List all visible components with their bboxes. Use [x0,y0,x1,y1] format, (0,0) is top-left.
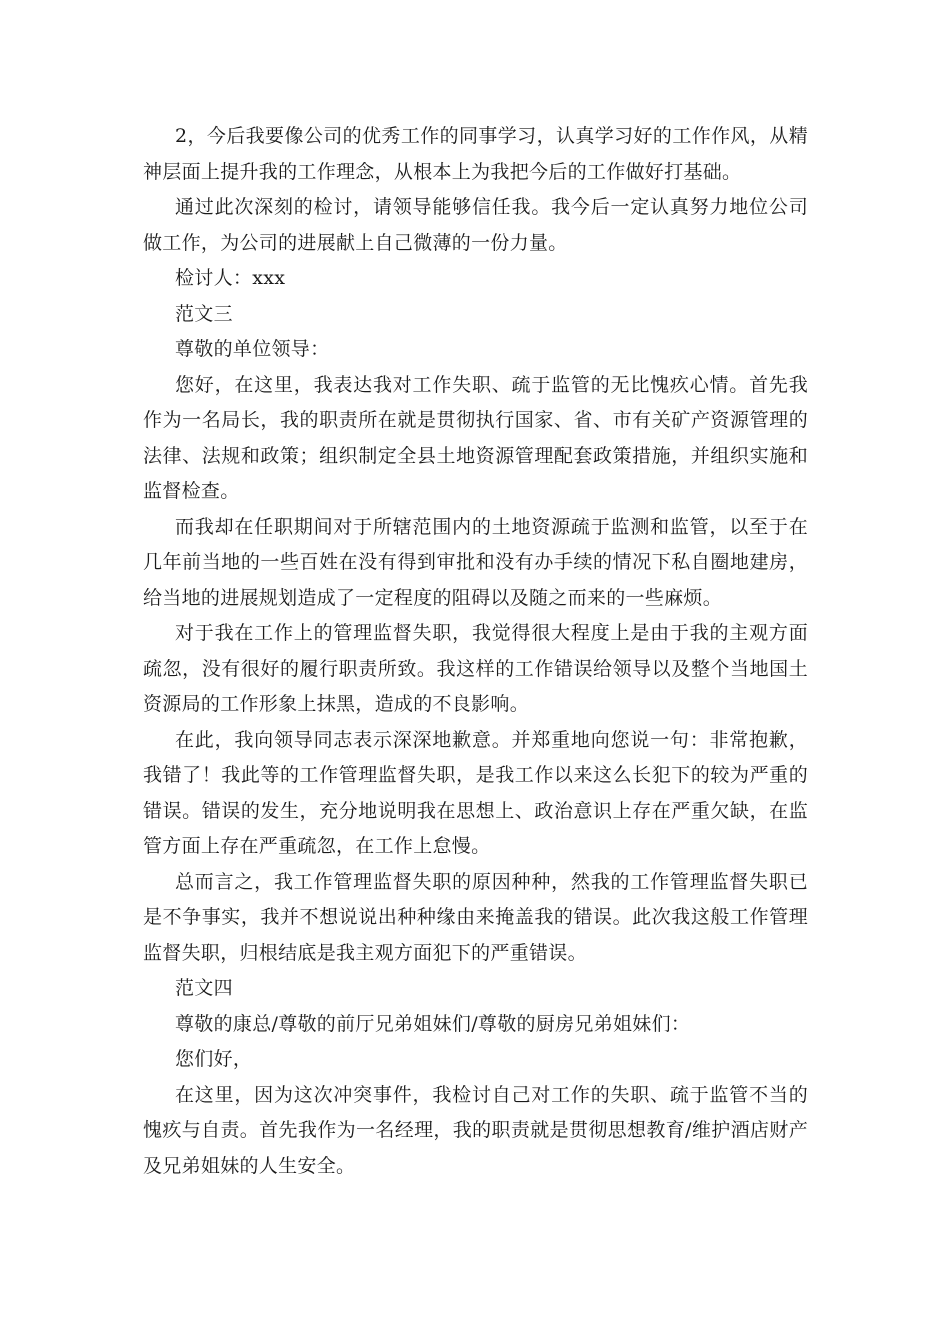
paragraph-sample-3-apology: 在此，我向领导同志表示深深地歉意。并郑重地向您说一句：非常抱歉，我错了！我此等的工作管理监督失职，是我工作以来这么长犯下的较为严重的错误。错误的发生，充分地说明我在思想上、政治意识上存在严重欠缺，在监管方面上存在严重疏忽，在工作上怠慢。 [143,728,808,857]
paragraph-closing-pledge: 通过此次深刻的检讨，请领导能够信任我。我今后一定认真努力地位公司做工作，为公司的进展献上自己微薄的一份力量。 [143,196,808,254]
document-body [143,119,808,1184]
paragraph-improvement-point-2: 2，今后我要像公司的优秀工作的同事学习，认真学习好的工作作风，从精神层面上提升我的工作理念，从根本上为我把今后的工作做好打基础。 [143,125,808,183]
paragraph-sample-3-conclusion: 总而言之，我工作管理监督失职的原因种种，然我的工作管理监督失职已是不争事实，我并不想说说出种种缘由来掩盖我的错误。此次我这般工作管理监督失职，归根结底是我主观方面犯下的严重错误。 [143,870,808,964]
paragraph-sample-4-intro: 在这里，因为这次冲突事件，我检讨自己对工作的失职、疏于监管不当的愧疚与自责。首先我作为一名经理，我的职责就是贯彻思想教育/维护酒店财产及兄弟姐妹的人生安全。 [143,1083,808,1177]
section-heading-sample-4: 范文四 [175,977,233,999]
section-heading-sample-3: 范文三 [175,302,233,325]
paragraph-sample-3-negligence: 而我却在任职期间对于所辖范围内的土地资源疏于监测和监管，以至于在几年前当地的一些百姓在没有得到审批和没有办手续的情况下私自圈地建房，给当地的进展规划造成了一定程度的阻碍以及随之而来的一些麻烦。 [143,515,808,609]
salutation-sample-3: 尊敬的单位领导： [175,338,330,360]
greeting-sample-4: 您们好， [175,1048,253,1070]
paragraph-sample-3-intro: 您好，在这里，我表达我对工作失职、疏于监管的无比愧疚心情。首先我作为一名局长，我的职责所在就是贯彻执行国家、省、市有关矿产资源管理的法律、法规和政策；组织制定全县土地资源管理配套政策措施，并组织实施和监督检查。 [143,373,808,502]
paragraph-sample-3-cause: 对于我在工作上的管理监督失职，我觉得很大程度上是由于我的主观方面疏忽，没有很好的履行职责所致。我这样的工作错误给领导以及整个当地国土资源局的工作形象上抹黑，造成的不良影响。 [143,622,808,715]
salutation-sample-4: 尊敬的康总/尊敬的前厅兄弟姐妹们/尊敬的厨房兄弟姐妹们： [175,1012,691,1035]
signature-line: 检讨人：xxx [175,267,286,289]
